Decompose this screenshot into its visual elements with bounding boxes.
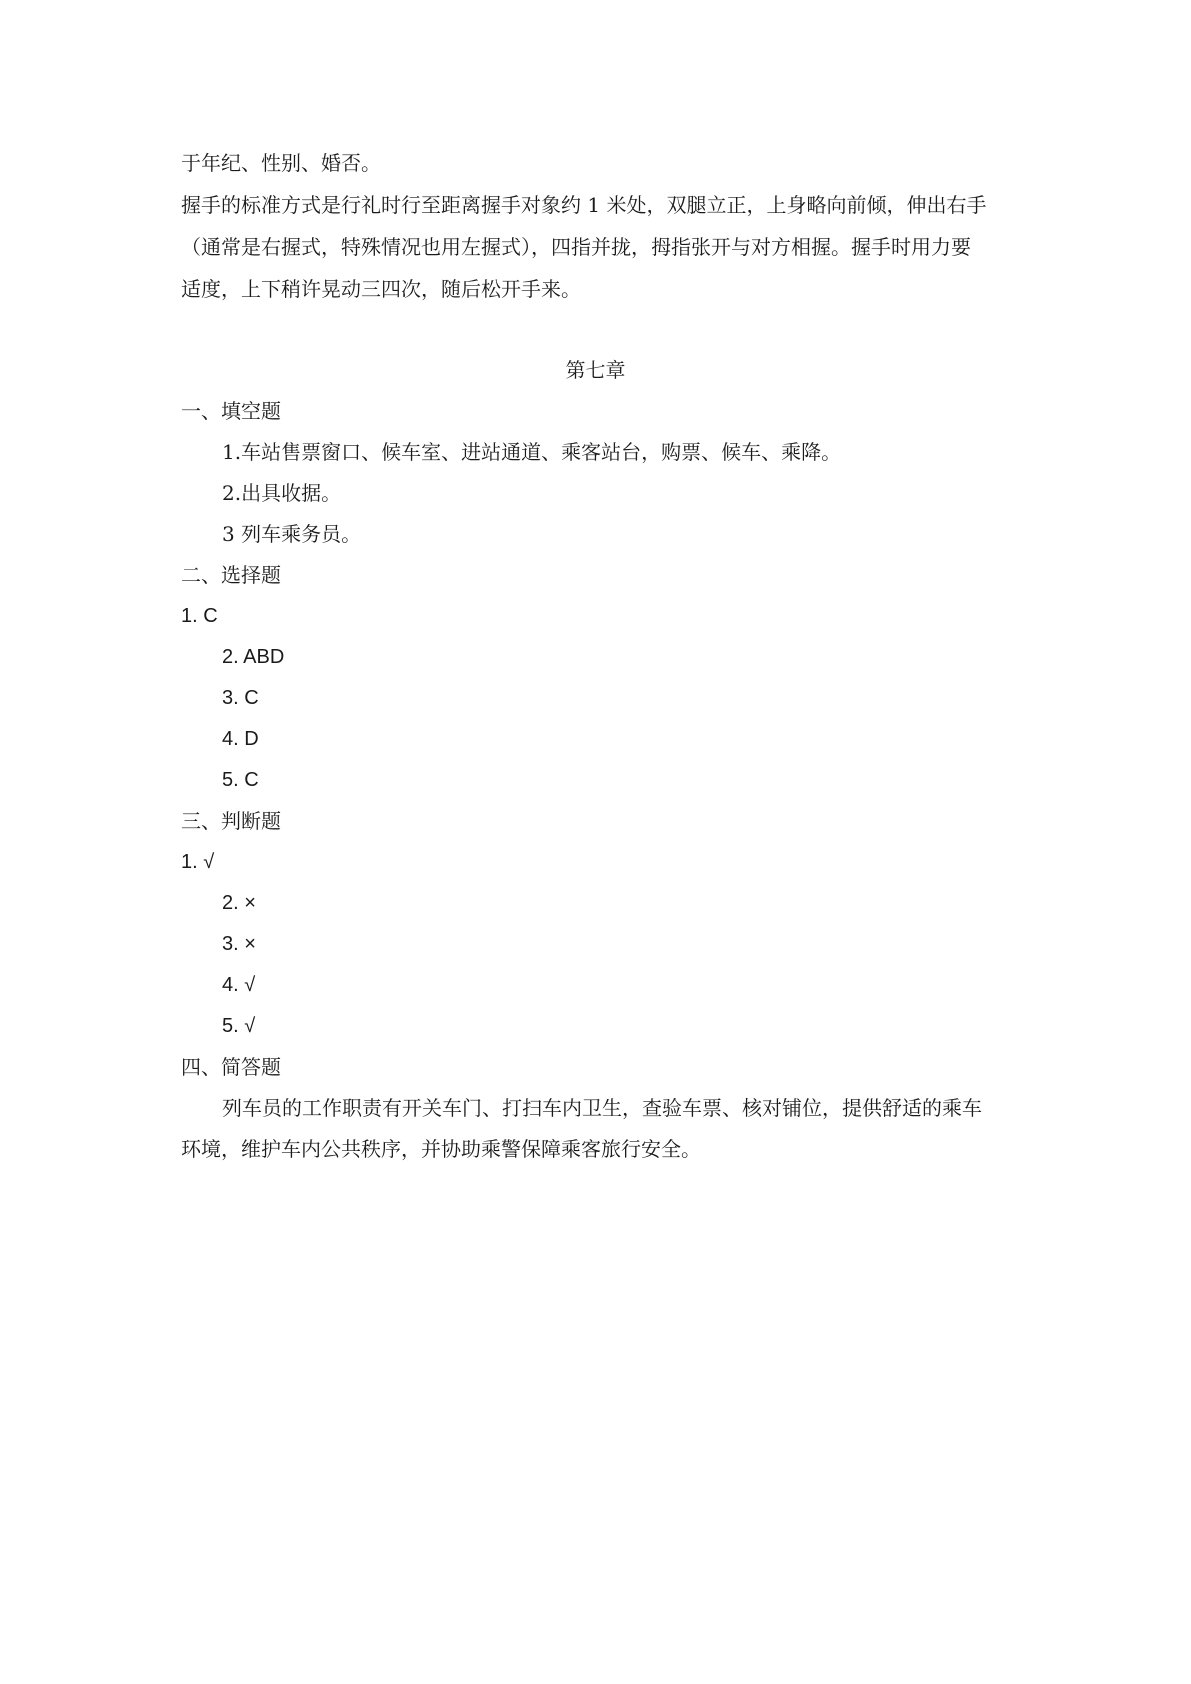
choice-answer: 1. C [181, 605, 218, 627]
fill-answer: 3 列车乘务员。 [222, 522, 362, 546]
fill-answer: 2.出具收据。 [222, 481, 342, 505]
judge-answer: 3. × [222, 933, 256, 955]
chapter-title: 第七章 [565, 358, 626, 382]
choice-answer: 3. C [222, 687, 259, 709]
judge-answer: 1. √ [181, 851, 215, 873]
section-heading-fill: 一、填空题 [181, 399, 281, 423]
short-answer-line: 环境，维护车内公共秩序，并协助乘警保障乘客旅行安全。 [181, 1137, 701, 1161]
section-heading-judge: 三、判断题 [181, 809, 281, 833]
short-answer-line: 列车员的工作职责有开关车门、打扫车内卫生，查验车票、核对铺位，提供舒适的乘车 [222, 1096, 982, 1120]
intro-line: 于年纪、性别、婚否。 [181, 151, 381, 175]
intro-paragraph-line: 握手的标准方式是行礼时行至距离握手对象约 1 米处，双腿立正，上身略向前倾，伸出右手 [181, 193, 987, 217]
choice-answer: 2. ABD [222, 646, 285, 668]
judge-answer: 2. × [222, 892, 256, 914]
judge-answer: 5. √ [222, 1015, 256, 1037]
intro-paragraph-line: （通常是右握式，特殊情况也用左握式），四指并拢，拇指张开与对方相握。握手时用力要 [181, 235, 971, 259]
section-heading-short: 四、简答题 [181, 1055, 281, 1079]
judge-answer: 4. √ [222, 974, 256, 996]
choice-answer: 5. C [222, 769, 259, 791]
section-heading-choice: 二、选择题 [181, 563, 281, 587]
intro-paragraph-line: 适度，上下稍许晃动三四次，随后松开手来。 [181, 277, 581, 301]
fill-answer: 1.车站售票窗口、候车室、进站通道、乘客站台，购票、候车、乘降。 [222, 440, 842, 464]
choice-answer: 4. D [222, 728, 259, 750]
